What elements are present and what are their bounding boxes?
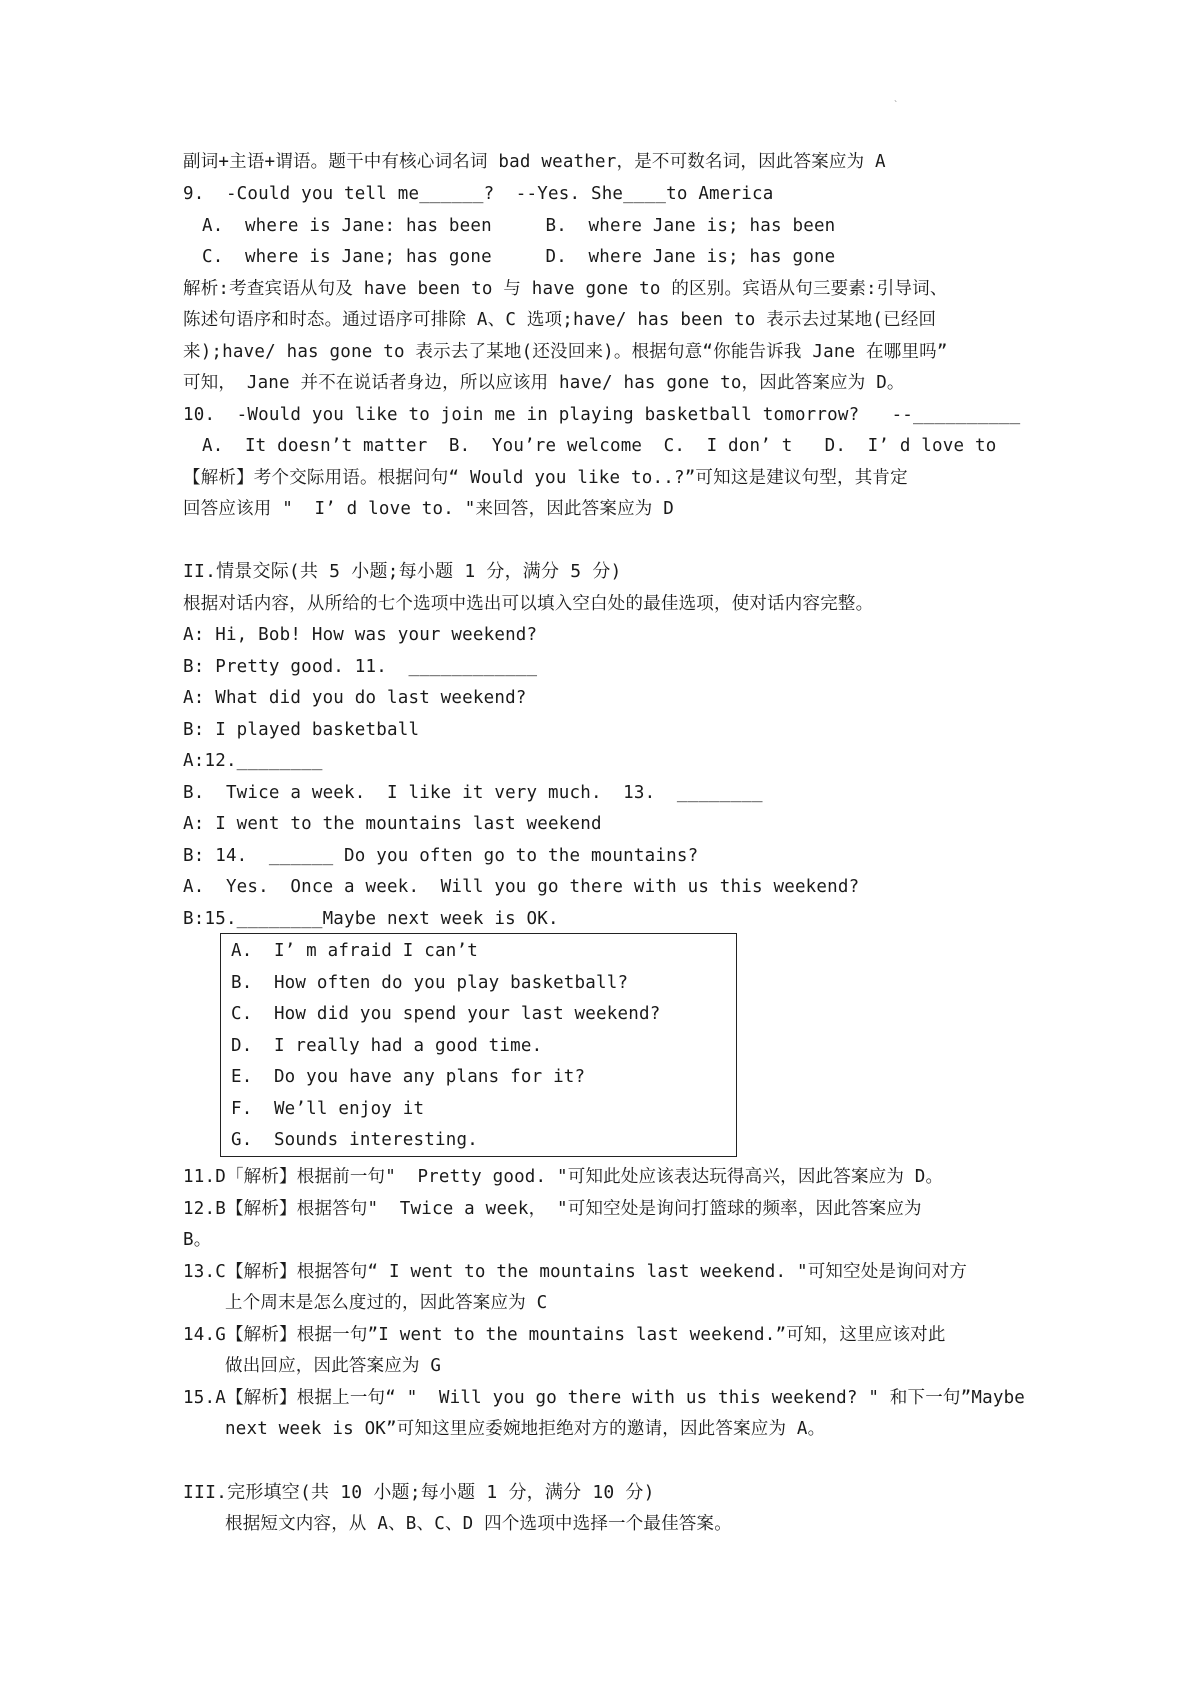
- answer-line: 15.A【解析】根据上一句“ " Will you go there with us this weekend? " 和下一句”Maybe: [183, 1388, 1026, 1408]
- answer-line: next week is OK”可知这里应委婉地拒绝对方的邀请，因此答案应为 A。: [225, 1419, 826, 1439]
- q9-stem: 9. -Could you tell me______? --Yes. She____to America: [183, 184, 774, 204]
- section2-instruction: 根据对话内容，从所给的七个选项中选出可以填入空白处的最佳选项，使对话内容完整。: [183, 594, 874, 614]
- answer-line: 11.D「解析】根据前一句" Pretty good. "可知此处应该表达玩得高兴，因此答案应为 D。: [183, 1167, 944, 1187]
- dialogue-line: A: What did you do last weekend?: [183, 688, 527, 708]
- answer-line: 做出回应，因此答案应为 G: [225, 1356, 442, 1376]
- part1-tail-text: 副词+主语+谓语。题干中有核心词名词 bad weather，是不可数名词，因此答案应为 A: [183, 152, 886, 172]
- q10-stem: 10. -Would you like to join me in playing basketball tomorrow? --__________: [183, 405, 1021, 425]
- dialogue-line: A:12.________: [183, 751, 323, 771]
- dialogue-line: A: Hi, Bob! How was your weekend?: [183, 625, 538, 645]
- option-item: F. We’ll enjoy it: [231, 1099, 425, 1119]
- q9-analysis-line: 可知， Jane 并不在说话者身边，所以应该用 have/ has gone to，因此答案应为 D。: [183, 373, 905, 393]
- answer-line: 13.C【解析】根据答句“ I went to the mountains last weekend. "可知空处是询问对方: [183, 1262, 968, 1282]
- page-mark: `: [893, 100, 900, 111]
- dialogue-line: B. Twice a week. I like it very much. 13. ________: [183, 783, 763, 803]
- option-item: B. How often do you play basketball?: [231, 973, 629, 993]
- option-item: A. I’ m afraid I can’t: [231, 941, 478, 961]
- section3-title: III.完形填空(共 10 小题;每小题 1 分，满分 10 分): [183, 1482, 655, 1503]
- dialogue-line: B: Pretty good. 11. ____________: [183, 657, 538, 677]
- dialogue-line: A. Yes. Once a week. Will you go there with us this weekend?: [183, 877, 860, 897]
- option-item: C. How did you spend your last weekend?: [231, 1004, 661, 1024]
- dialogue-line: A: I went to the mountains last weekend: [183, 814, 602, 834]
- dialogue-line: B: 14. ______ Do you often go to the mountains?: [183, 846, 699, 866]
- q10-analysis-line: 回答应该用 " I’ d love to. "来回答，因此答案应为 D: [183, 499, 674, 519]
- q9-analysis-line: 陈述句语序和时态。通过语序可排除 A、C 选项;have/ has been to 表示去过某地(已经回: [183, 310, 937, 330]
- q9-analysis-line: 来);have/ has gone to 表示去了某地(还没回来)。根据句意“你能告诉我 Jane 在哪里吗”: [183, 342, 948, 362]
- dialogue-line: B:15.________Maybe next week is OK.: [183, 909, 559, 929]
- answer-line: B。: [183, 1230, 212, 1250]
- option-item: G. Sounds interesting.: [231, 1130, 478, 1150]
- option-item: D. I really had a good time.: [231, 1036, 543, 1056]
- answer-line: 12.B【解析】根据答句" Twice a week， "可知空处是询问打篮球的频率，因此答案应为: [183, 1199, 922, 1219]
- section2-title: II.情景交际(共 5 小题;每小题 1 分，满分 5 分): [183, 561, 622, 582]
- q9-options-row-1: A. where is Jane: has been B. where Jane is; has been: [202, 216, 836, 236]
- q9-analysis-line: 解析:考查宾语从句及 have been to 与 have gone to 的区别。宾语从句三要素:引导词、: [183, 279, 948, 299]
- dialogue-line: B: I played basketball: [183, 720, 420, 740]
- option-item: E. Do you have any plans for it?: [231, 1067, 586, 1087]
- q9-options-row-2: C. where is Jane; has gone D. where Jane is; has gone: [202, 247, 836, 267]
- q10-options: A. It doesn’t matter B. You’re welcome C. I don’ t D. I’ d love to: [202, 436, 997, 456]
- q10-analysis-line: 【解析】考个交际用语。根据问句“ Would you like to..?”可知这是建议句型，其肯定: [183, 468, 908, 488]
- answer-line: 14.G【解析】根据一句”I went to the mountains last weekend.”可知，这里应该对此: [183, 1325, 946, 1345]
- answer-line: 上个周末是怎么度过的，因此答案应为 C: [225, 1293, 548, 1313]
- options-box: [220, 933, 737, 1157]
- section3-instruction: 根据短文内容，从 A、B、C、D 四个选项中选择一个最佳答案。: [225, 1514, 732, 1534]
